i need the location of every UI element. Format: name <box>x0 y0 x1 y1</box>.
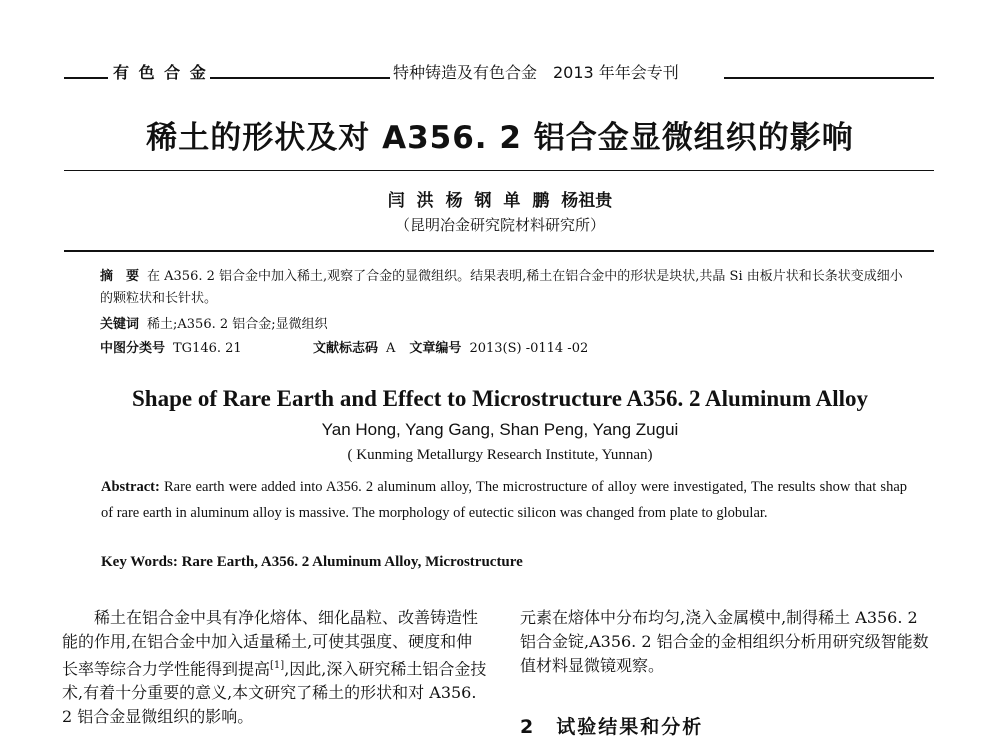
body-left-column <box>62 606 487 729</box>
english-abstract-text: Rare earth were added into A356. 2 aluminum alloy, The microstructure of alloy were investigated, The results show that shap of rare earth in aluminum alloy is massive. The morphology of eutectic silicon was changed from plate to globular. <box>101 479 908 521</box>
english-keywords-label: Key Words <box>101 554 173 570</box>
english-keywords-text: Rare Earth, A356. 2 Aluminum Alloy, Microstructure <box>181 554 523 570</box>
cn-abstract-text: 在 A356. 2 铝合金中加入稀土,观察了合金的显微组织。结果表明,稀土在铝合金中的形状是块状,共晶 Si 由板片状和长条状变成细小的颗粒状和长针状。 <box>100 269 903 306</box>
cn-keywords-text: 稀土;A356. 2 铝合金;显微组织 <box>147 317 328 332</box>
article-number-value: 2013(S) -0114 -02 <box>469 341 589 356</box>
clc-label: 中图分类号 <box>100 341 166 356</box>
author-rule <box>64 250 934 252</box>
journal-name: 有 色 合 金 <box>113 63 208 82</box>
right-column-text: 元素在熔体中分布均匀,浇入金属模中,制得稀土 A356. 2 铝合金锭,A356. 2 铝合金的金相组织分析用研究级智能数值材料显微镜观察。 <box>520 608 929 675</box>
section-heading: 2 试验结果和分析 <box>520 716 704 738</box>
english-abstract-label: Abstract <box>101 479 155 495</box>
cn-keywords <box>100 314 910 336</box>
english-authors: Yan Hong, Yang Gang, Shan Peng, Yang Zugui <box>321 420 679 439</box>
cn-keywords-label: 关键词 <box>100 317 140 332</box>
body-right-column <box>520 606 938 678</box>
affiliation: （昆明冶金研究院材料研究所） <box>394 216 605 234</box>
title-rule <box>64 170 934 171</box>
doc-code-value: A <box>386 341 396 356</box>
doc-code-label: 文献标志码 <box>313 341 379 356</box>
header-rule-left-short <box>64 77 108 79</box>
clc-value: TG146. 21 <box>173 341 242 356</box>
cn-classification <box>100 338 910 360</box>
header-rule-middle <box>210 77 390 79</box>
journal-issue: 特种铸造及有色合金 2013 年年会专刊 <box>393 63 679 82</box>
english-abstract: Abstract: Rare earth were added into A356. 2 aluminum alloy, The microstructure of alloy were investigated, The results show that shap of rare earth in aluminum alloy is massive. The morphology of eutectic silicon was changed from plate to globular. <box>101 479 908 521</box>
authors: 闫 洪 杨 钢 单 鹏 杨祖贵 <box>387 191 613 211</box>
english-title: Shape of Rare Earth and Effect to Microstructure A356. 2 Aluminum Alloy <box>132 386 868 411</box>
header-rule-right <box>724 77 934 79</box>
english-keywords: Key Words: Rare Earth, A356. 2 Aluminum Alloy, Microstructure <box>101 554 523 570</box>
left-column-text-cont: ,因此,深入研究稀土铝合金技术,有着十分重要的意义,本文研究了稀土的形状和对 A356. 2 铝合金显微组织的影响。 <box>62 659 487 727</box>
citation-ref: [1] <box>270 660 285 671</box>
english-affiliation: ( Kunming Metallurgy Research Institute, Yunnan) <box>347 447 653 463</box>
article-number-label: 文章编号 <box>409 341 462 356</box>
paper-title: 稀土的形状及对 A356. 2 铝合金显微组织的影响 <box>146 120 854 156</box>
left-column-text: 稀土在铝合金中具有净化熔体、细化晶粒、改善铸造性能的作用,在铝合金中加入适量稀土,可使其强度、硬度和伸长率等综合力学性能得到提高 <box>62 608 479 679</box>
cn-abstract-label: 摘 要 <box>100 269 140 284</box>
cn-abstract <box>100 266 910 310</box>
